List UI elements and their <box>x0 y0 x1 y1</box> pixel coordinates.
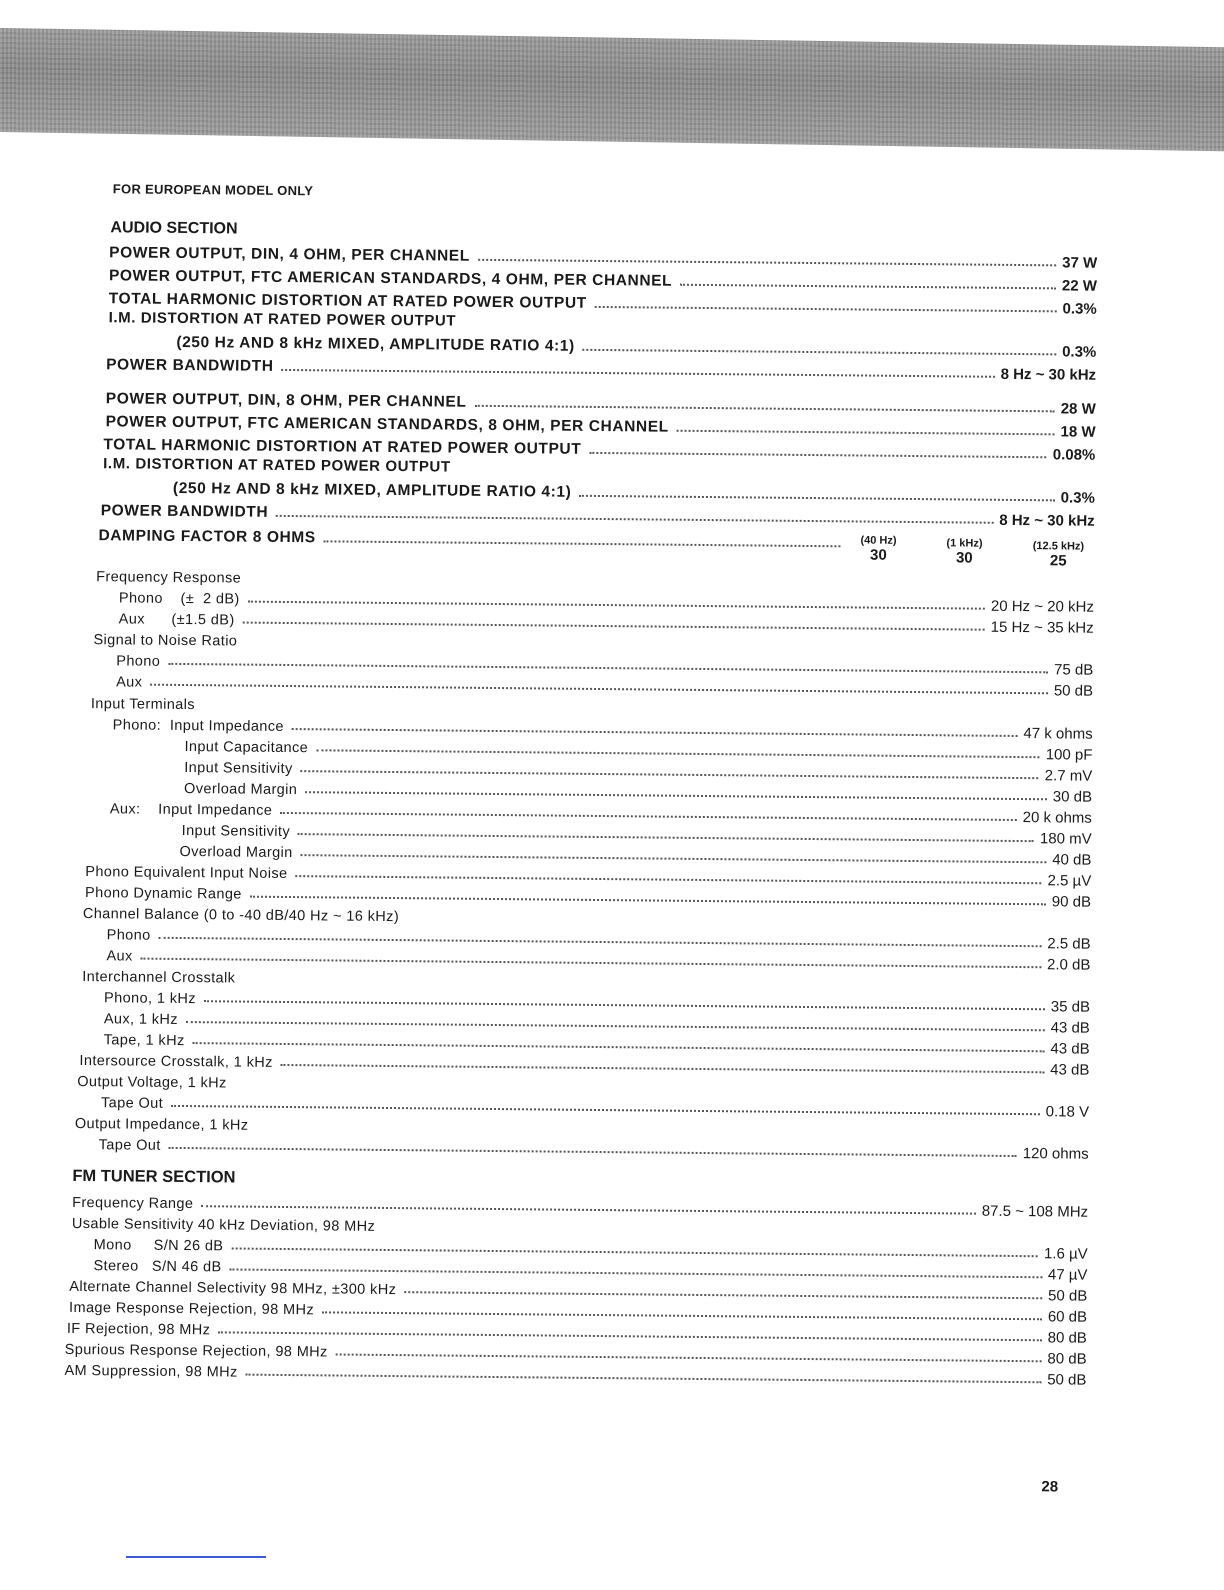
spec-value: 87.5 ~ 108 MHz <box>981 1202 1089 1221</box>
spec-value: 2.5 µV <box>1047 872 1092 890</box>
spec-value: 100 pF <box>1045 746 1093 764</box>
spec-label: Aux (±1.5 dB) <box>118 611 235 629</box>
leader-dots <box>201 1204 975 1214</box>
spec-label: Aux <box>106 948 133 965</box>
damping-factor-row <box>98 525 846 552</box>
spec-label: IF Rejection, 98 MHz <box>66 1320 211 1339</box>
spec-value: 40 dB <box>1052 851 1092 869</box>
leader-dots <box>336 1352 1042 1362</box>
damping-value: 30 <box>869 546 887 564</box>
spec-label: Stereo S/N 46 dB <box>93 1258 222 1276</box>
leader-dots <box>298 832 1034 842</box>
spec-label: DAMPING FACTOR 8 OHMS <box>98 527 316 547</box>
spec-value: 2.5 dB <box>1047 935 1091 953</box>
leader-dots <box>404 1290 1042 1299</box>
spec-value: 43 dB <box>1050 1040 1090 1058</box>
spec-label: AM Suppression, 98 MHz <box>64 1362 238 1381</box>
leader-dots <box>579 494 1054 502</box>
spec-label: Phono: Input Impedance <box>112 717 285 735</box>
damping-column <box>1018 540 1098 570</box>
spec-label: Output Voltage, 1 kHz <box>77 1073 227 1092</box>
leader-dots <box>280 811 1016 821</box>
leader-dots <box>305 790 1047 800</box>
spec-label: Overload Margin <box>179 843 293 862</box>
spec-label: (250 Hz AND 8 kHz MIXED, AMPLITUDE RATIO 4:1) <box>176 333 575 355</box>
spec-label: Frequency Response <box>96 569 242 587</box>
spec-label: Spurious Response Rejection, 98 MHz <box>64 1341 328 1361</box>
leader-dots <box>474 404 1054 413</box>
spec-label: Input Capacitance <box>184 739 309 757</box>
damping-frequency: (1 kHz) <box>946 537 983 550</box>
spec-value: 120 ohms <box>1022 1145 1089 1163</box>
spec-label: Signal to Noise Ratio <box>93 632 238 650</box>
spec-label: I.M. DISTORTION AT RATED POWER OUTPUT <box>108 309 457 330</box>
spec-value: 2.0 dB <box>1046 956 1091 974</box>
damping-column <box>838 534 918 564</box>
spec-label: Usable Sensitivity 40 kHz Deviation, 98 MHz <box>71 1215 376 1235</box>
spec-label: Interchannel Crosstalk <box>82 969 236 987</box>
spec-value: 15 Hz ~ 35 kHz <box>990 618 1094 637</box>
spec-value: 0.3% <box>1062 300 1097 318</box>
spec-label: Channel Balance (0 to -40 dB/40 Hz ~ 16 kHz) <box>82 906 400 926</box>
leader-dots <box>316 748 1040 758</box>
spec-value: 20 k ohms <box>1022 809 1092 827</box>
spec-label: POWER OUTPUT, FTC AMERICAN STANDARDS, 8 OHM, PER CHANNEL <box>105 413 669 436</box>
leader-dots <box>589 451 1046 458</box>
spec-label: Alternate Channel Selectivity 98 MHz, ±300 kHz <box>69 1278 397 1299</box>
spec-value: 50 dB <box>1047 1371 1087 1389</box>
fm-tuner-section-title: FM TUNER SECTION <box>72 1166 236 1187</box>
leader-dots <box>677 429 1055 436</box>
spec-label: Image Response Rejection, 98 MHz <box>69 1299 315 1319</box>
spec-value: 8 Hz ~ 30 kHz <box>999 511 1095 530</box>
leader-dots <box>301 853 1047 863</box>
leader-dots <box>301 769 1039 779</box>
leader-dots <box>169 1146 1017 1157</box>
damping-frequency: (40 Hz) <box>860 534 897 547</box>
spec-value: 0.3% <box>1060 489 1096 507</box>
spec-label: Overload Margin <box>184 781 298 799</box>
spec-label: POWER OUTPUT, DIN, 4 OHM, PER CHANNEL <box>109 244 470 265</box>
leader-dots <box>583 348 1056 356</box>
damping-value: 25 <box>1049 552 1067 570</box>
leader-dots <box>292 727 1018 737</box>
spec-label: POWER BANDWIDTH <box>106 356 274 375</box>
leader-dots <box>282 368 995 378</box>
spec-value: 80 dB <box>1047 1350 1087 1368</box>
spec-value: 0.3% <box>1062 343 1097 361</box>
leader-dots <box>243 621 985 631</box>
spec-label: I.M. DISTORTION AT RATED POWER OUTPUT <box>103 455 451 476</box>
spec-value: 80 dB <box>1047 1329 1087 1347</box>
spec-value: 30 dB <box>1052 788 1093 806</box>
leader-dots <box>246 1373 1042 1384</box>
spec-value: 43 dB <box>1050 1061 1090 1079</box>
spec-value: 20 Hz ~ 20 kHz <box>990 597 1094 616</box>
leader-dots <box>595 305 1057 312</box>
spec-label: Output Impedance, 1 kHz <box>74 1115 249 1134</box>
leader-dots <box>295 874 1041 884</box>
spec-value: 47 k ohms <box>1023 725 1093 743</box>
spec-label: POWER OUTPUT, DIN, 8 OHM, PER CHANNEL <box>105 390 467 411</box>
spec-label: Phono <box>116 653 161 670</box>
spec-label: Input Sensitivity <box>181 822 291 841</box>
spec-label: Phono, 1 kHz <box>103 990 197 1008</box>
european-model-note: FOR EUROPEAN MODEL ONLY <box>112 181 314 199</box>
damping-frequency: (12.5 kHz) <box>1032 540 1085 553</box>
spec-value: 180 mV <box>1039 830 1092 848</box>
spec-label: Tape, 1 kHz <box>103 1032 185 1050</box>
spec-label: TOTAL HARMONIC DISTORTION AT RATED POWER OUTPUT <box>108 290 587 312</box>
leader-dots <box>248 600 985 610</box>
spec-value: 0.08% <box>1052 446 1096 464</box>
spec-label: Frequency Range <box>72 1194 194 1213</box>
leader-dots <box>322 1310 1042 1320</box>
spec-label: Mono S/N 26 dB <box>93 1237 224 1255</box>
spec-value: 60 dB <box>1047 1308 1088 1326</box>
spec-value: 75 dB <box>1053 661 1094 679</box>
spec-value: 50 dB <box>1053 682 1094 700</box>
spec-value: 43 dB <box>1050 1019 1090 1037</box>
blue-rule <box>126 1556 266 1558</box>
spec-label: Intersource Crosstalk, 1 kHz <box>79 1053 273 1071</box>
spec-value: 8 Hz ~ 30 kHz <box>1000 365 1097 384</box>
spec-value: 18 W <box>1060 423 1096 441</box>
leader-dots <box>150 683 1048 695</box>
leader-dots <box>231 1246 1038 1257</box>
spec-label: Phono Equivalent Input Noise <box>85 864 288 883</box>
spec-label: Aux, 1 kHz <box>103 1011 179 1028</box>
spec-value: 35 dB <box>1050 998 1091 1016</box>
spec-value: 37 W <box>1062 254 1098 272</box>
spec-label: TOTAL HARMONIC DISTORTION AT RATED POWER OUTPUT <box>103 436 582 458</box>
spec-value: 90 dB <box>1051 893 1092 911</box>
spec-label: (250 Hz AND 8 kHz MIXED, AMPLITUDE RATIO 4:1) <box>172 479 572 501</box>
damping-value: 30 <box>955 549 973 567</box>
leader-dots <box>276 514 993 524</box>
spec-label: POWER OUTPUT, FTC AMERICAN STANDARDS, 4 OHM, PER CHANNEL <box>108 267 673 290</box>
spec-value: 50 dB <box>1047 1287 1088 1305</box>
leader-dots <box>680 283 1056 290</box>
spec-value: 47 µV <box>1047 1266 1088 1284</box>
spec-label: Input Terminals <box>90 696 196 714</box>
damping-column <box>924 537 1004 567</box>
spec-value: 28 W <box>1060 400 1096 418</box>
spec-label: Phono Dynamic Range <box>85 885 242 903</box>
page-number: 28 <box>1041 1478 1059 1496</box>
spec-label: Phono <box>106 927 151 944</box>
leader-dots <box>478 258 1056 267</box>
audio-section-title: AUDIO SECTION <box>110 219 238 238</box>
spec-value: 2.7 mV <box>1044 767 1093 785</box>
spec-value: 1.6 µV <box>1043 1245 1088 1263</box>
leader-dots <box>250 895 1046 906</box>
leader-dots <box>324 539 841 547</box>
spec-label: Aux: Input Impedance <box>109 801 273 819</box>
spec-label: POWER BANDWIDTH <box>100 502 269 521</box>
spec-value: 0.18 V <box>1045 1103 1090 1121</box>
spec-label: Input Sensitivity <box>184 760 293 778</box>
spec-label: Tape Out <box>98 1137 161 1154</box>
spec-label: Aux <box>116 674 143 691</box>
spec-label: Tape Out <box>100 1095 164 1112</box>
spec-value: 22 W <box>1061 277 1098 295</box>
spec-label: Phono (± 2 dB) <box>118 590 240 608</box>
leader-dots <box>281 1063 1044 1073</box>
